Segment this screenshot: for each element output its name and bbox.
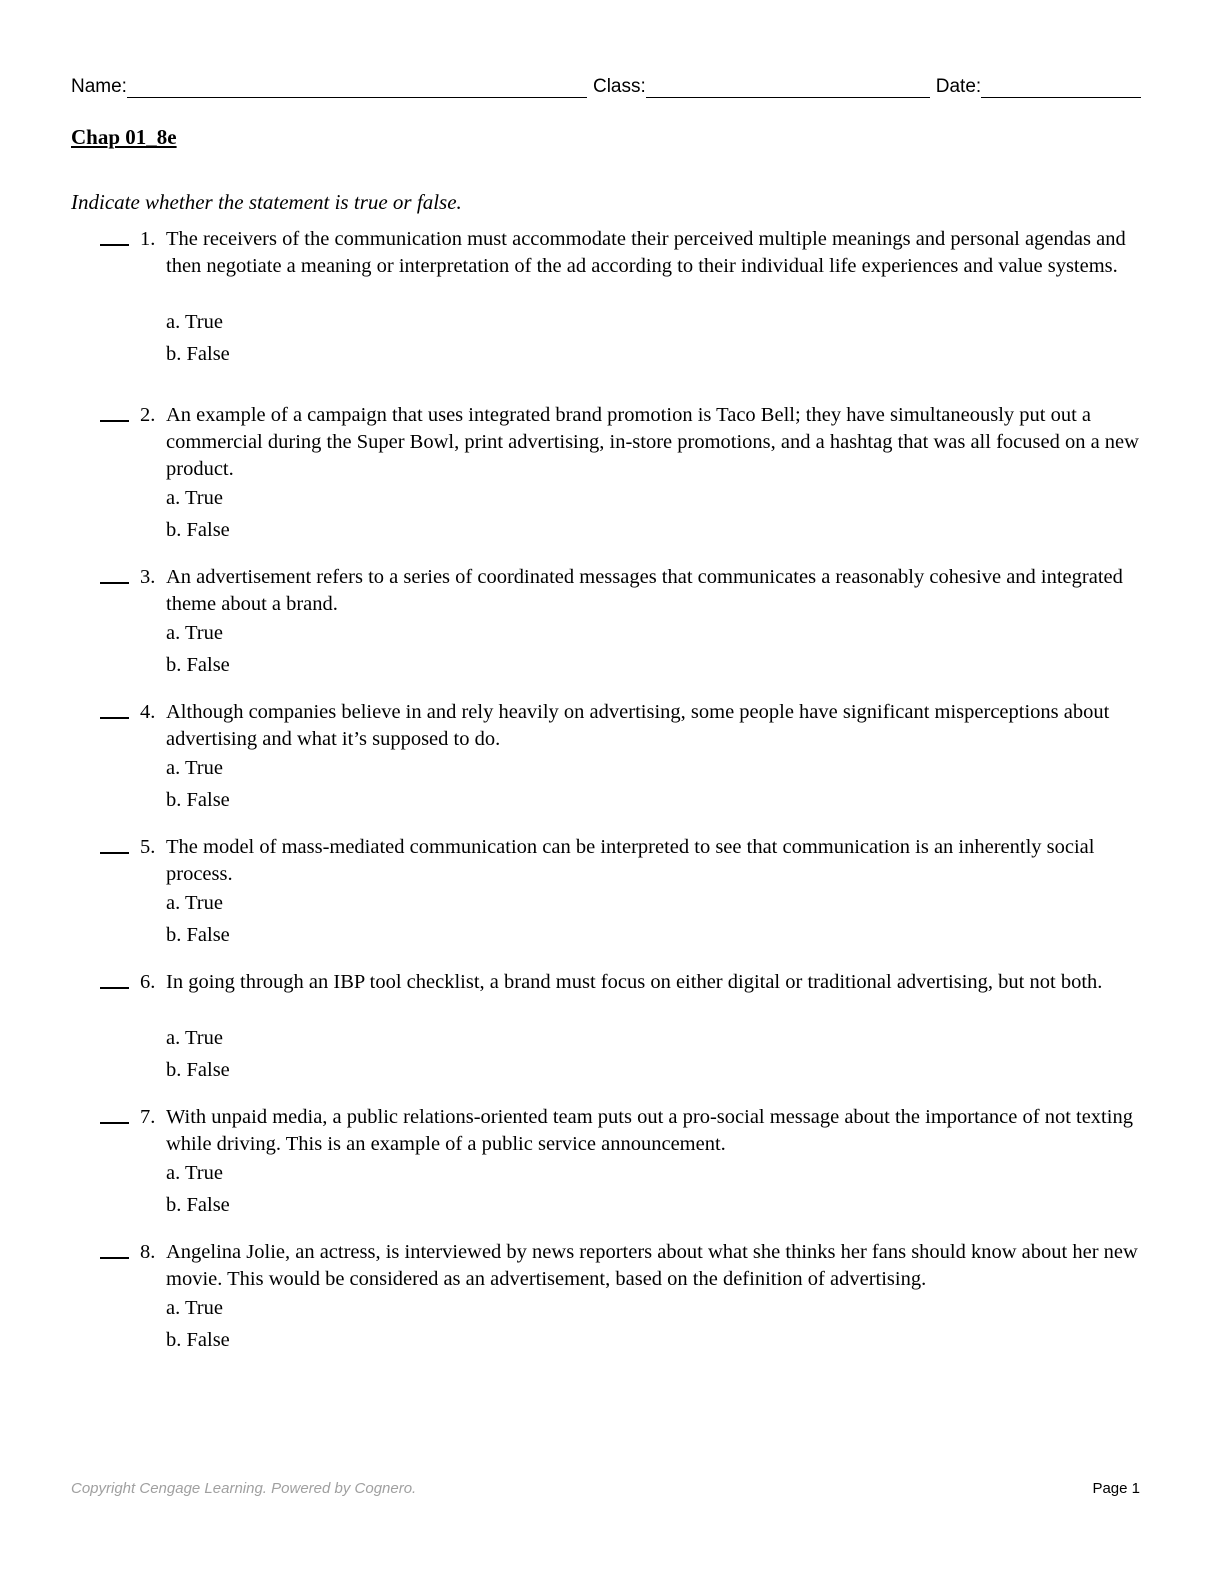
- option-true: a. True: [166, 487, 223, 509]
- question-number: 4.: [140, 701, 156, 723]
- option-false: b. False: [166, 924, 230, 946]
- option-true: a. True: [166, 892, 223, 914]
- header-fields: [71, 72, 1141, 98]
- question-text: An example of a campaign that uses integrated brand promotion is Taco Bell; they have simultaneously put out a commercial during the Super Bowl, print advertising, in-store promotions, and a hashtag that was all focused on a new product.: [166, 404, 1139, 480]
- question-text: Although companies believe in and rely heavily on advertising, some people have significant misperceptions about advertising and what it’s supposed to do.: [166, 701, 1110, 750]
- option-true: a. True: [166, 311, 223, 333]
- option-false: b. False: [166, 1194, 230, 1216]
- answer-blank: [100, 852, 129, 854]
- option-false: b. False: [166, 654, 230, 676]
- option-true: a. True: [166, 622, 223, 644]
- option-false: b. False: [166, 519, 230, 541]
- answer-blank: [100, 987, 129, 989]
- page-number: Page 1: [1092, 1480, 1140, 1497]
- question-7: [100, 1104, 1145, 1224]
- class-label: Class:: [592, 76, 646, 97]
- question-text: The receivers of the communication must accommodate their perceived multiple meanings and personal agendas and then negotiate a meaning or interpretation of the ad according to their individual life experiences and value systems.: [166, 228, 1126, 277]
- question-number: 3.: [140, 566, 156, 588]
- question-6: [100, 969, 1145, 1089]
- question-number: 6.: [140, 971, 156, 993]
- copyright-text: Copyright Cengage Learning. Powered by Cognero.: [71, 1480, 417, 1497]
- option-false: b. False: [166, 1059, 230, 1081]
- option-false: b. False: [166, 343, 230, 365]
- question-3: [100, 564, 1145, 684]
- question-number: 7.: [140, 1106, 156, 1128]
- answer-blank: [100, 717, 129, 719]
- question-5: [100, 834, 1145, 954]
- answer-blank: [100, 1122, 129, 1124]
- question-number: 8.: [140, 1241, 156, 1263]
- option-true: a. True: [166, 757, 223, 779]
- question-1: [100, 226, 1145, 376]
- answer-blank: [100, 420, 129, 422]
- question-8: [100, 1239, 1145, 1359]
- option-true: a. True: [166, 1162, 223, 1184]
- question-number: 2.: [140, 404, 156, 426]
- name-label: Name:: [71, 76, 127, 97]
- question-text: Angelina Jolie, an actress, is interviewed by news reporters about what she thinks her fans should know about her new movie. This would be considered as an advertisement, based on the definition of advertising.: [166, 1241, 1138, 1290]
- question-text: With unpaid media, a public relations-oriented team puts out a pro-social message about the importance of not texting while driving. This is an example of a public service announcement.: [166, 1106, 1133, 1155]
- date-label: Date:: [935, 76, 982, 97]
- option-true: a. True: [166, 1297, 223, 1319]
- question-2: [100, 402, 1145, 552]
- question-number: 5.: [140, 836, 156, 858]
- option-false: b. False: [166, 1329, 230, 1351]
- question-text: The model of mass-mediated communication can be interpreted to see that communication is an inherently social process.: [166, 836, 1095, 885]
- answer-blank: [100, 1257, 129, 1259]
- option-true: a. True: [166, 1027, 223, 1049]
- chapter-title: Chap 01_8e: [71, 125, 177, 149]
- question-number: 1.: [140, 228, 156, 250]
- class-blank-line: [646, 77, 930, 98]
- question-text: An advertisement refers to a series of coordinated messages that communicates a reasonably cohesive and integrated theme about a brand.: [166, 566, 1123, 615]
- question-text: In going through an IBP tool checklist, a brand must focus on either digital or traditional advertising, but not both.: [166, 971, 1103, 993]
- instructions-text: Indicate whether the statement is true or false.: [71, 190, 462, 214]
- answer-blank: [100, 582, 129, 584]
- question-4: [100, 699, 1145, 819]
- answer-blank: [100, 244, 129, 246]
- name-blank-line: [127, 77, 587, 98]
- option-false: b. False: [166, 789, 230, 811]
- date-blank-line: [981, 77, 1141, 98]
